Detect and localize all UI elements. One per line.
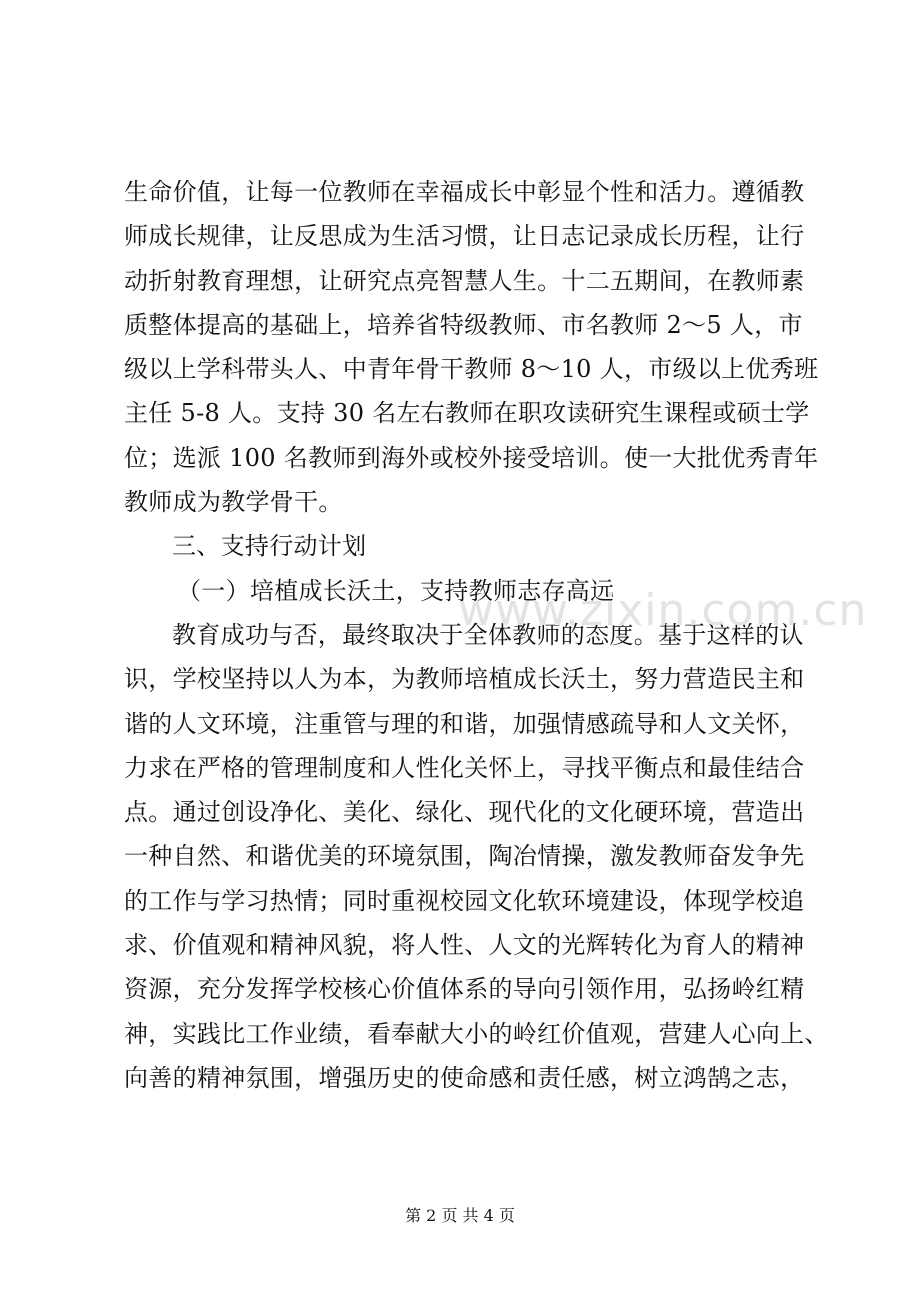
text-line: 师成长规律，让反思成为生活习惯，让日志记录成长历程，让行	[124, 222, 805, 251]
text-line: 教师成为教学骨干。	[124, 488, 343, 517]
text-line: 力求在严格的管理制度和人性化关怀上，寻找平衡点和最佳结合	[124, 753, 805, 782]
text-line: 生命价值，让每一位教师在幸福成长中彰显个性和活力。遵循教	[124, 178, 805, 206]
text-line: 求、价值观和精神风貌，将人性、人文的光辉转化为育人的精神	[124, 931, 805, 960]
text-line: 的工作与学习热情；同时重视校园文化软环境建设，体现学校追	[124, 886, 805, 915]
text-line: 一种自然、和谐优美的环境氛围，陶冶情操，激发教师奋发争先	[124, 842, 805, 871]
text-line: 谐的人文环境，注重管与理的和谐，加强情感疏导和人文关怀，	[124, 709, 805, 738]
text-line: 教育成功与否，最终取决于全体教师的态度。基于这样的认	[172, 620, 804, 649]
section-heading: 三、支持行动计划	[172, 532, 367, 561]
text-line: 识，学校坚持以人为本，为教师培植成长沃土，努力营造民主和	[124, 665, 805, 694]
text-line: 资源，充分发挥学校核心价值体系的导向引领作用，弘扬岭红精	[124, 975, 805, 1004]
text-line: 级以上学科带头人、中青年骨干教师 8～10 人，市级以上优秀班	[124, 355, 819, 384]
paragraph-main	[124, 613, 829, 1100]
watermark: www.zixin.com.cn	[458, 585, 868, 636]
subsection-heading: （一）培植成长沃土，支持教师志存高远	[177, 576, 615, 605]
text-line: 动折射教育理想，让研究点亮智慧人生。十二五期间，在教师素	[124, 266, 805, 295]
page-body	[124, 170, 829, 1100]
text-line: 向善的精神氛围，增强历史的使命感和责任感，树立鸿鹄之志，	[124, 1063, 805, 1092]
paragraph-continuation	[124, 170, 819, 524]
text-line: 点。通过创设净化、美化、绿化、现代化的文化硬环境，营造出	[124, 798, 805, 827]
text-line: 神，实践比工作业绩，看奉献大小的岭红价值观，营建人心向上、	[124, 1019, 829, 1048]
page-number-footer: 第 2 页 共 4 页	[405, 1206, 515, 1225]
text-line: 主任 5-8 人。支持 30 名左右教师在职攻读研究生课程或硕士学	[124, 399, 810, 428]
text-line: 质整体提高的基础上，培养省特级教师、市名教师 2～5 人，市	[124, 310, 803, 339]
text-line: 位；选派 100 名教师到海外或校外接受培训。使一大批优秀青年	[124, 443, 819, 472]
